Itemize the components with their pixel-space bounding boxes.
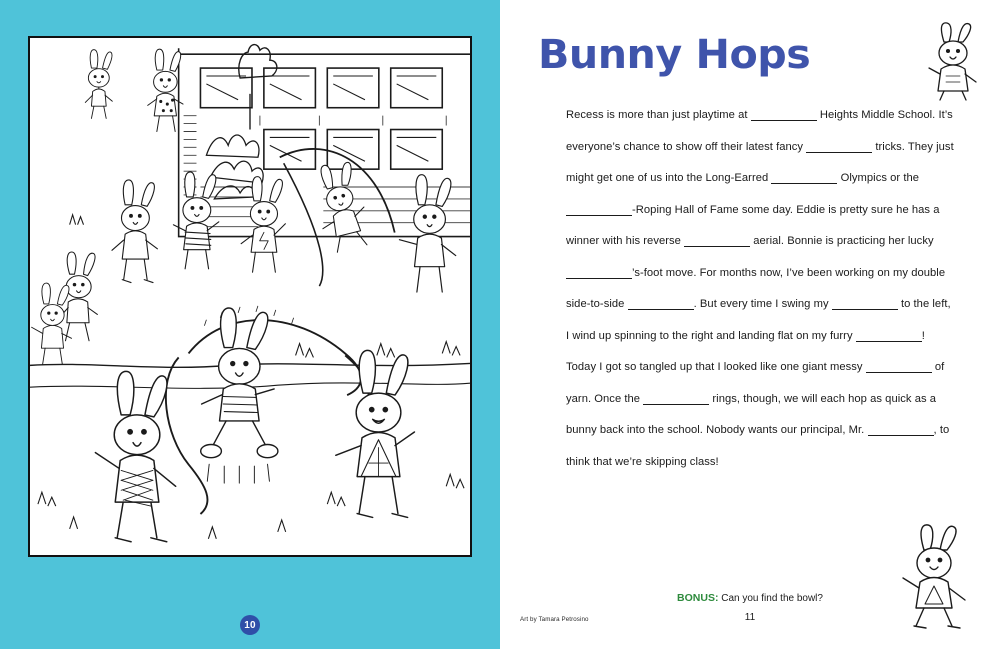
bonus-line — [500, 592, 1000, 604]
story-text: to the left, I wind up spinning to the right and landing flat on my furry — [566, 298, 951, 342]
story-blank[interactable] — [628, 296, 694, 310]
story-text: aerial. Bonnie is practicing her lucky — [750, 235, 934, 247]
bonus-label: BONUS: — [677, 592, 719, 604]
story-text: of yarn. Once the — [566, 361, 945, 405]
story-blank[interactable] — [566, 202, 632, 216]
bunny-decoration-top-icon — [924, 22, 986, 100]
fill-in-the-blank-story — [566, 100, 954, 478]
story-text: rings, though, we will each hop as quick as a bunny back into the school. Nobody wants our principal, Mr. — [566, 392, 937, 436]
story-text: . But every time I swing my — [693, 298, 832, 310]
story-blank[interactable] — [684, 233, 750, 247]
story-text: , to think that we’re skipping class! — [566, 424, 950, 468]
story-blank[interactable] — [832, 296, 898, 310]
story-blank[interactable] — [856, 328, 922, 342]
art-credit: Art by Tamara Petrosino — [520, 616, 589, 623]
story-text: tricks. They just might get one of us into the Long-Earred — [566, 140, 954, 184]
story-text: Recess is more than just playtime at — [566, 109, 751, 121]
story-blank[interactable] — [866, 359, 932, 373]
story-blank[interactable] — [566, 265, 632, 279]
bunnies-jumping-rope-illustration — [30, 38, 470, 555]
story-text: -Roping Hall of Fame some day. Eddie is pretty sure he has a winner with his reverse — [566, 203, 940, 247]
story-blank[interactable] — [806, 139, 872, 153]
story-blank[interactable] — [868, 422, 934, 436]
bonus-text: Can you find the bowl? — [721, 593, 823, 604]
page-number-right: 11 — [744, 612, 756, 623]
page-title: Bunny Hops — [538, 32, 811, 78]
story-blank[interactable] — [771, 170, 837, 184]
story-text: ’s-foot move. For months now, I’ve been working on my double side-to-side — [566, 266, 946, 310]
story-text: ! Today I got so tangled up that I looked like one giant messy — [566, 329, 925, 373]
illustration-frame — [28, 36, 472, 557]
story-blank[interactable] — [751, 107, 817, 121]
story-text: Olympics or the — [837, 172, 920, 184]
story-text: Heights Middle School. It’s everyone’s chance to show off their latest fancy — [566, 109, 953, 153]
page-number-left: 10 — [240, 615, 260, 635]
right-page — [500, 0, 1000, 649]
story-blank[interactable] — [643, 391, 709, 405]
